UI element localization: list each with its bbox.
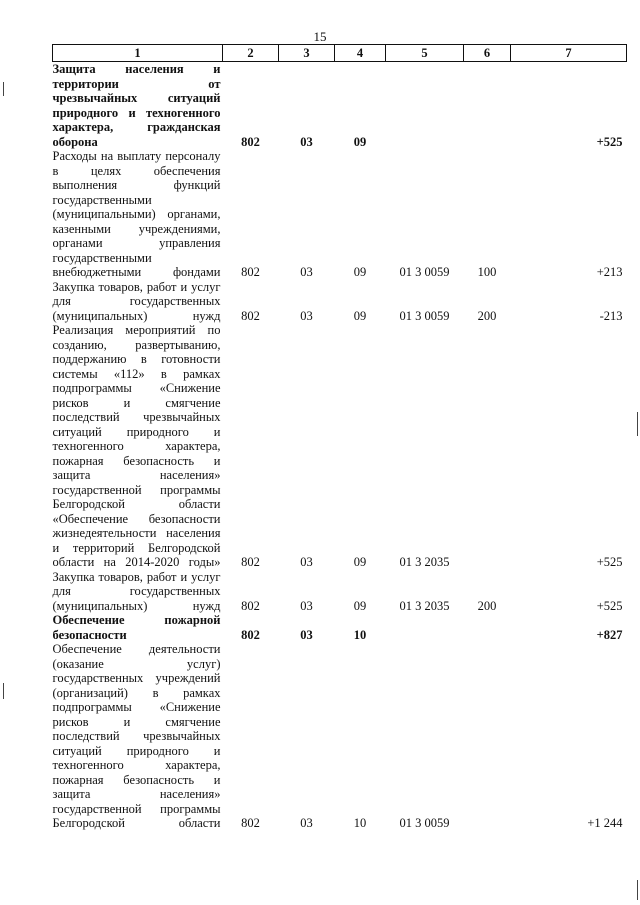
row-section-code: 03 <box>300 265 313 279</box>
row-subsection-code: 09 <box>353 308 367 323</box>
row-section-code: 03 <box>300 816 313 830</box>
row-description: Обеспечение деятельности (оказание услуг) государственных учреждений (организаций) в рамках подпрограммы «Снижение рисков и смягчение последствий чрезвычайных ситуаций природного и техногенного характера, пожарная безопасность и защита населения» государственной программы Белгородской области <box>52 642 221 830</box>
row-description: Расходы на выплату персоналу в целях обеспечения выполнения функций государственными (муниципальными) органами, казенными учреждениями, органами управления государственными внебюджетными фондами <box>52 149 221 279</box>
row-subsection-code: 10 <box>353 816 367 830</box>
row-section-code: 03 <box>300 555 313 569</box>
row-subsection-code: 10 <box>353 627 367 642</box>
row-target-article: 01 3 0059 <box>399 816 450 830</box>
table-row <box>53 613 627 642</box>
col-header-2: 2 <box>223 45 279 62</box>
col-header-7: 7 <box>511 45 627 62</box>
col-header-6: 6 <box>464 45 511 62</box>
table-row <box>53 323 627 570</box>
row-amount: +525 <box>596 555 623 569</box>
row-target-article <box>386 62 464 150</box>
row-amount: -213 <box>599 308 623 323</box>
row-expense-type: 200 <box>477 308 497 323</box>
row-description: Обеспечение пожарной безопасности <box>52 613 221 642</box>
row-description: Закупка товаров, работ и услуг для государственных (муниципальных) нужд <box>52 569 221 613</box>
table-row <box>53 280 627 324</box>
scan-edge-mark-right-bottom <box>637 880 638 900</box>
row-target-article: 01 3 2035 <box>399 555 450 569</box>
row-subsection-code: 09 <box>353 555 367 569</box>
row-subsection-code: 09 <box>353 598 367 613</box>
row-description: Закупка товаров, работ и услуг для государственных (муниципальных) нужд <box>52 279 221 323</box>
row-ved-code: 802 <box>241 308 260 323</box>
row-section-code: 03 <box>300 598 313 613</box>
page-number: 15 <box>313 29 327 44</box>
col-header-4: 4 <box>335 45 386 62</box>
scan-edge-mark-right <box>637 412 638 436</box>
row-target-article: 01 3 0059 <box>399 265 450 279</box>
row-amount: +525 <box>596 134 623 149</box>
table-row <box>53 149 627 280</box>
budget-table <box>52 44 627 831</box>
row-ved-code: 802 <box>241 816 260 830</box>
table-header-row <box>53 45 627 62</box>
row-amount: +1 244 <box>587 816 623 830</box>
col-header-1: 1 <box>53 45 223 62</box>
row-target-article: 01 3 0059 <box>399 308 450 323</box>
row-subsection-code: 09 <box>353 265 367 279</box>
row-expense-type <box>464 642 511 831</box>
row-ved-code: 802 <box>241 265 260 279</box>
row-target-article: 01 3 2035 <box>399 598 450 613</box>
row-section-code: 03 <box>300 308 313 323</box>
row-subsection-code: 09 <box>353 134 367 149</box>
row-target-article <box>386 613 464 642</box>
row-amount: +213 <box>596 265 623 279</box>
scan-edge-mark-left-lower <box>3 683 4 699</box>
row-ved-code: 802 <box>241 134 260 149</box>
row-amount: +525 <box>596 598 623 613</box>
row-ved-code: 802 <box>241 627 260 642</box>
table-row <box>53 642 627 831</box>
row-description: Защита населения и территории от чрезвычайных ситуаций природного и техногенного характера, гражданская оборона <box>52 62 221 149</box>
row-ved-code: 802 <box>241 555 260 569</box>
row-section-code: 03 <box>300 134 313 149</box>
row-ved-code: 802 <box>241 598 260 613</box>
row-expense-type <box>464 323 511 570</box>
row-expense-type: 100 <box>477 265 497 279</box>
table-row <box>53 570 627 614</box>
col-header-5: 5 <box>386 45 464 62</box>
row-amount: +827 <box>596 627 623 642</box>
row-section-code: 03 <box>300 627 313 642</box>
col-header-3: 3 <box>279 45 335 62</box>
table-row <box>53 62 627 150</box>
row-expense-type: 200 <box>477 598 497 613</box>
row-description: Реализация мероприятий по созданию, развертыванию, поддержанию в готовности системы «112» в рамках подпрограммы «Снижение рисков и смягчение последствий чрезвычайных ситуаций природного и техногенного характера, пожарная безопасность и защита населения» государственной программы Белгородской области «Обеспечение безопасности жизнедеятельности населения и территорий Белгородской области на 2014-2020 годы» <box>52 323 221 569</box>
row-expense-type <box>464 62 511 150</box>
row-expense-type <box>464 613 511 642</box>
scan-edge-mark-left <box>3 82 4 96</box>
